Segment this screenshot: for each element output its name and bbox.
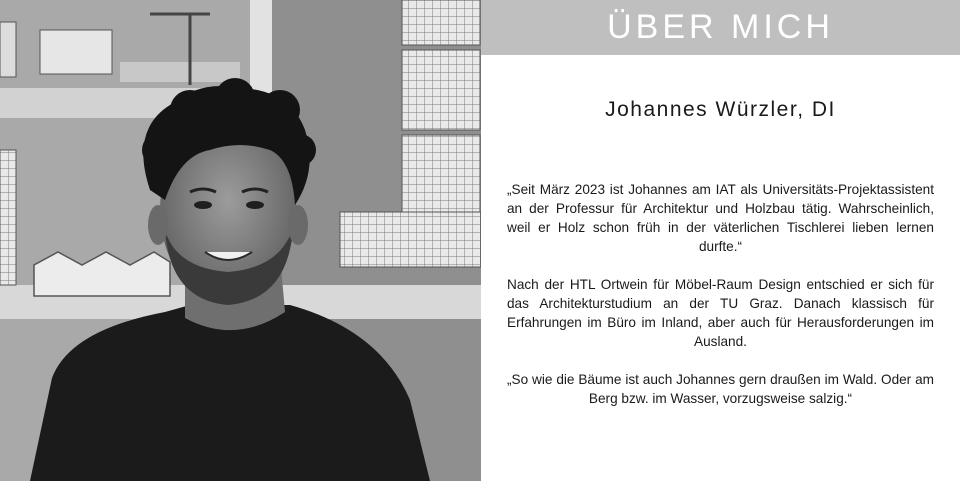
section-title: ÜBER MICH [607, 8, 834, 46]
person-name: Johannes Würzler, DI [605, 98, 836, 121]
bio-text [507, 180, 934, 427]
section-header-band [481, 0, 960, 55]
bio-paragraph: „So wie die Bäume ist auch Johannes gern draußen im Wald. Oder am Berg bzw. im Wasser, vorzugsweise salzig.“ [507, 372, 934, 406]
bio-paragraph: „Seit März 2023 ist Johannes am IAT als Universitäts-Projektassistent an der Professur für Architektur und Holzbau tätig. Wahrscheinlich, weil er Holz schon früh in der väterlichen Tischlerei lieben lernen durfte.“ [507, 182, 934, 254]
bio-paragraph: Nach der HTL Ortwein für Möbel-Raum Design entschied er sich für das Architekturstudium an der TU Graz. Danach klassisch für Erfahrungen im Büro im Inland, aber auch für Herausforderungen im Ausland. [507, 277, 934, 349]
